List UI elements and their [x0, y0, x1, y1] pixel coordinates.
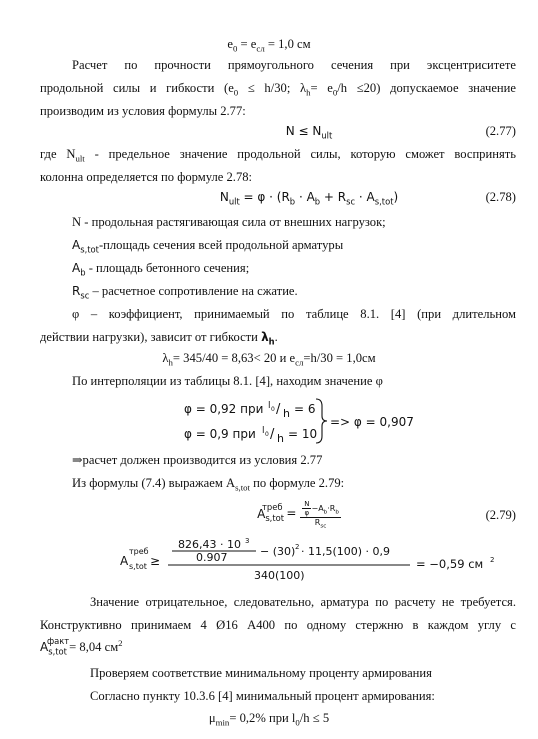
equation-2-78: $N_{ult} = \varphi \cdot (R_b \cdot A_b + R_{sc} \cdot A_{s,tot})$ (2.78)	[219, 190, 516, 207]
interpolation-line: По интерполяции из таблицы 8.1. [4], находим значение φ	[72, 374, 383, 388]
svg-text:s,tot: s,tot	[129, 562, 147, 571]
paragraph-line: Из формулы (7.4) выражаем $A_{s,tot}$ по формуле 2.79:	[72, 476, 345, 493]
svg-text:340(100): 340(100)	[254, 569, 305, 582]
paragraph-line: производим из условия формулы 2.77:	[40, 104, 246, 118]
definition-line: $A_{s,tot}$-площадь сечения всей продольной арматуры	[72, 238, 344, 255]
svg-text:= 10: = 10	[288, 427, 318, 441]
svg-text:A: A	[120, 554, 129, 568]
definition-line: $R_{sc}$ – расчетное сопротивление на сжатие.	[72, 284, 298, 301]
svg-text:0.907: 0.907	[196, 551, 228, 564]
svg-text:/: /	[276, 402, 281, 417]
paragraph-line: Проверяем соответствие минимальному проценту армирования	[90, 666, 432, 680]
svg-text:2: 2	[490, 556, 495, 564]
svg-text:3: 3	[245, 537, 250, 545]
svg-text:= −0,59 см: = −0,59 см	[416, 557, 484, 571]
svg-text:0: 0	[271, 406, 275, 413]
svg-text:φ = 0,92 при: φ = 0,92 при	[184, 402, 264, 416]
paragraph-line: Согласно пункту 10.3.6 [4] минимальный процент армирования:	[90, 689, 435, 703]
svg-text:2: 2	[295, 543, 300, 551]
definition-line: φ – коэффициент, принимаемый по таблице 8.1. [4] (при длительном	[72, 307, 516, 321]
svg-text:− (30): − (30)	[260, 545, 296, 558]
svg-text:826,43 · 10: 826,43 · 10	[178, 538, 241, 551]
min-reinforcement-line: $\mu_{min}= 0,2\%$ при $l_0/h \le 5$	[208, 711, 330, 728]
svg-text:= 6: = 6	[294, 402, 316, 416]
eccentricity-line: $e_0 = e_{сл} = 1,0$ см	[227, 37, 311, 54]
svg-text:l: l	[262, 426, 265, 436]
reinforcement-formula-graphic	[120, 537, 510, 583]
definition-line: N - продольная растягивающая сила от внешних нагрузок;	[72, 215, 386, 229]
equation-2-77: $N \le N_{ult}$ (2.77)	[285, 124, 516, 141]
phi-interpolation-system	[180, 396, 430, 446]
svg-text:φ = 0,9 при: φ = 0,9 при	[184, 427, 256, 441]
equation-number: (2.77)	[485, 124, 516, 138]
equation-2-79: $A_{s,tot}^{треб}$ = $\frac{N}{\varphi}$ $-A_b\cdot R_b$ $R_{sc}$ (2.79)	[257, 500, 516, 530]
svg-text:≥: ≥	[150, 554, 161, 568]
phi-system-graphic	[180, 396, 430, 446]
paragraph-line: продольной силы и гибкости ($e_0 \le h/30$; $\lambda_h= e_0/h \le 20$) допускаемое значение	[40, 81, 516, 98]
slenderness-line: $\lambda_h= 345/40 = 8,63< 20$ и $e_{сл}=h/30 = 1,0см$	[162, 351, 376, 368]
actual-area-line: $A_{s,tot}^{факт}= 8,04$ $см^2$	[40, 636, 123, 657]
reinforcement-calculation	[120, 537, 510, 583]
svg-text:треб: треб	[129, 547, 149, 556]
equation-number: (2.78)	[485, 190, 516, 204]
definition-line: $A_b$ - площадь бетонного сечения;	[72, 261, 250, 278]
paragraph-line: где $N_{ult}$ - предельное значение продольной силы, которую сможет воспринять	[40, 147, 516, 164]
paragraph-line: Расчет по прочности прямоугольного сечения при эксцентриситете	[72, 58, 516, 72]
result-line: Значение отрицательное, следовательно, арматура по расчету не требуется.	[90, 595, 516, 609]
svg-text:=> φ = 0,907: => φ = 0,907	[330, 415, 414, 429]
condition-line: ⇒расчет должен производится из условия 2.77	[72, 453, 323, 467]
equation-number: (2.79)	[485, 508, 516, 522]
definition-line: действии нагрузки), зависит от гибкости $\lambda_h$.	[40, 330, 278, 347]
svg-text:/: /	[270, 427, 275, 442]
svg-text:· 11,5(100) · 0,9: · 11,5(100) · 0,9	[301, 545, 391, 558]
svg-text:h: h	[283, 407, 290, 420]
svg-text:0: 0	[265, 431, 269, 438]
result-line: Конструктивно принимаем 4 Ø16 А400 по одному стержню в каждом углу с	[40, 618, 516, 632]
svg-text:h: h	[277, 432, 284, 445]
paragraph-line: колонна определяется по формуле 2.78:	[40, 170, 253, 184]
svg-text:l: l	[268, 401, 271, 411]
